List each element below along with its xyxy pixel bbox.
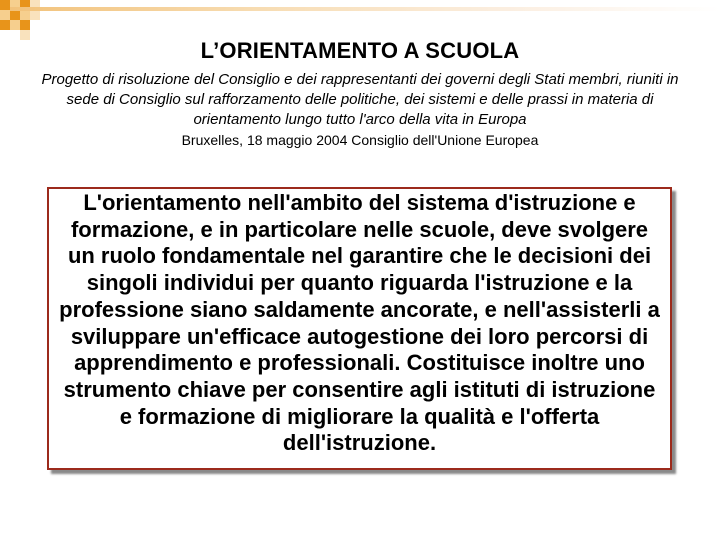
quote-text: L'orientamento nell'ambito del sistema d'istruzione e formazione, e in particolare nelle scuole, deve svolgere un ruolo fondamentale nel garantire che le decisioni dei singoli individui per quanto riguarda l'istruzione e la professione siano saldamente ancorate, e nell'assisterli a sviluppare un'efficace autogestione dei loro percorsi di apprendimento e professionali. Costituisce inoltre uno strumento chiave per consentire agli istituti di istruzione e formazione di migliorare la qualità e l'offerta dell'istruzione. (59, 190, 660, 456)
source-citation: Bruxelles, 18 maggio 2004 Consiglio dell'Unione Europea (181, 132, 539, 148)
slide-subtitle: Progetto di risoluzione del Consiglio e dei rappresentanti dei governi degli Stati membri, riuniti in sede di Consiglio sul rafforzamento delle politiche, dei sistemi e delle prassi in materia di orientamento lungo tutto l'arco della vita in Europa (41, 71, 679, 128)
decorative-top-line (10, 7, 720, 11)
slide-title: L’ORIENTAMENTO A SCUOLA (200, 38, 520, 63)
quote-box (47, 187, 672, 470)
